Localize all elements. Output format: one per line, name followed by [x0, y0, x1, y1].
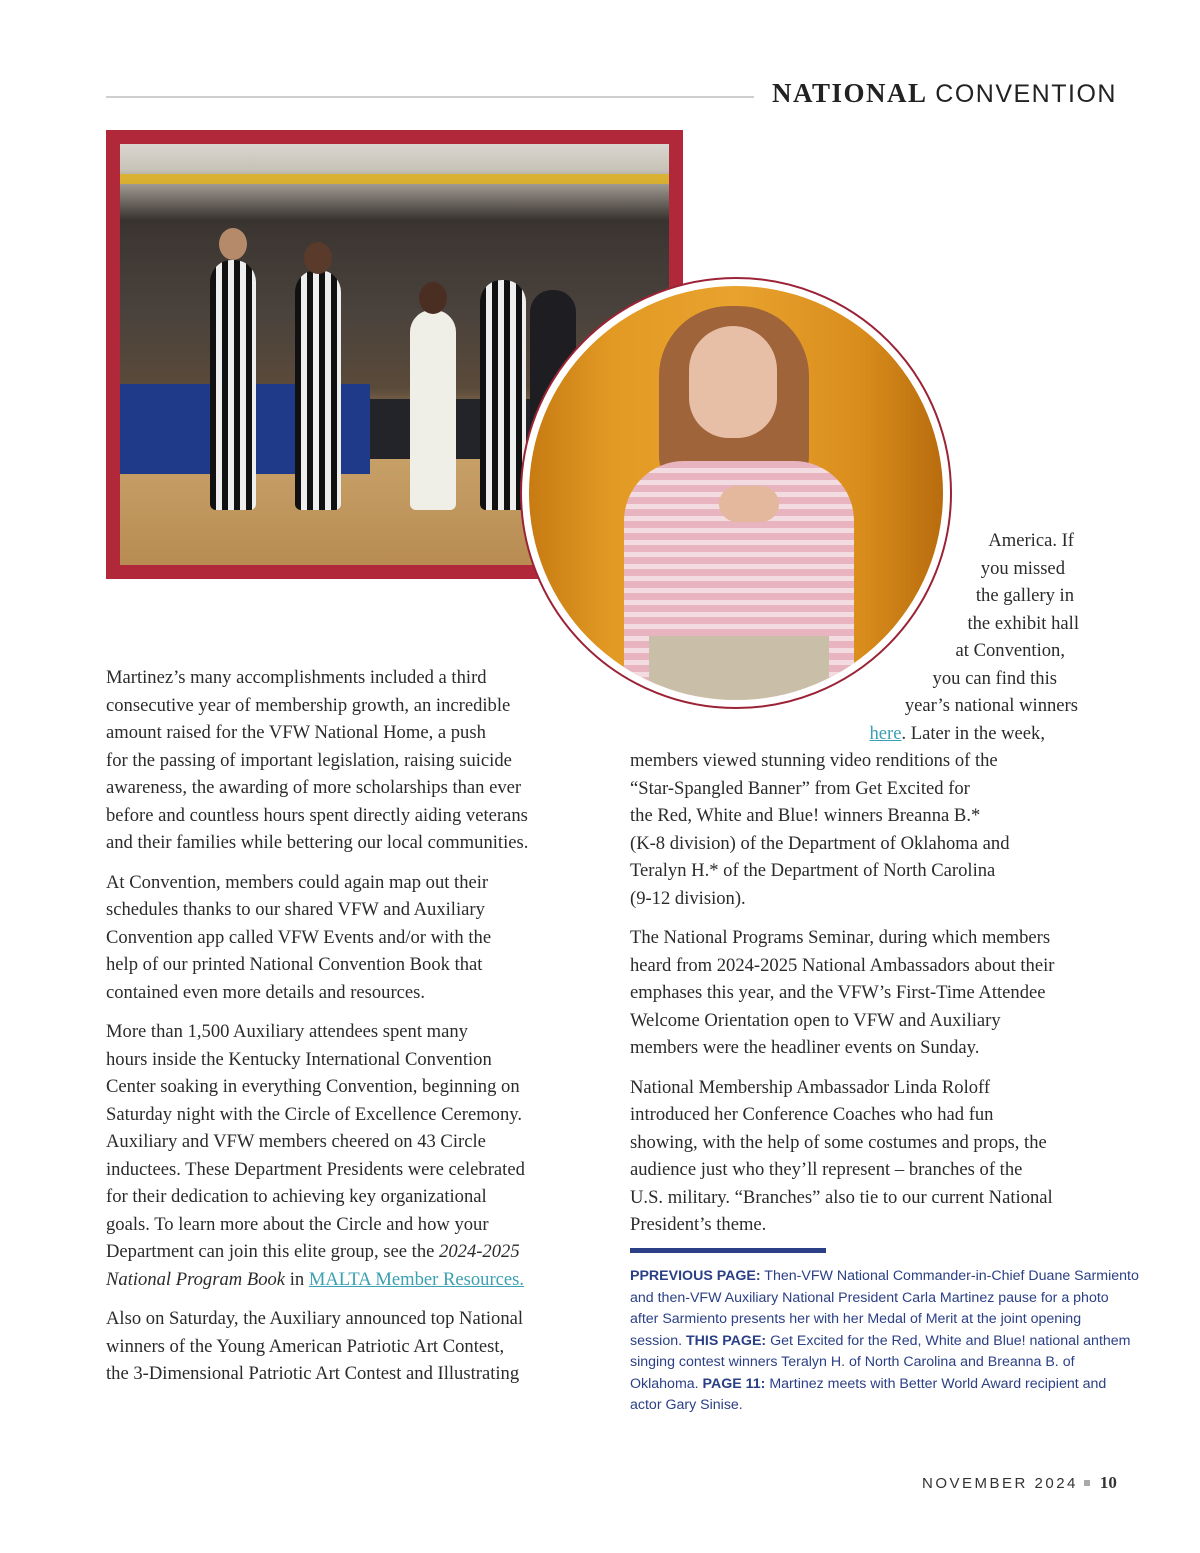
caption-line: [630, 1374, 1120, 1396]
right-column: [630, 747, 1100, 1251]
page-number: 10: [1099, 1473, 1117, 1492]
photo-singer-hand: [719, 486, 779, 522]
text-line: before and countless hours spent directly aiding veterans: [106, 804, 528, 826]
text-line: Convention app called VFW Events and/or with the: [106, 926, 492, 948]
caption-text: session.: [630, 1332, 686, 1349]
text-line: audience just who they’ll represent – branches of the: [630, 1159, 1023, 1180]
caption-text: Then-VFW National Commander-in-Chief Duane Sarmiento: [760, 1268, 1139, 1284]
separator-square-icon: [1084, 1480, 1090, 1486]
photo-caption: [630, 1266, 1139, 1417]
text-line: the exhibit hall: [967, 612, 1079, 634]
caption-text: Oklahoma.: [630, 1375, 703, 1392]
text-line: Also on Saturday, the Auxiliary announced top National: [106, 1308, 524, 1329]
caption-line: after Sarmiento presents her with her Medal of Merit at the joint opening: [630, 1311, 1082, 1327]
text-line: the 3-Dimensional Patriotic Art Contest and Illustrating: [106, 1363, 520, 1384]
photo-gym-head-2: [304, 242, 332, 274]
photo-gym-head-1: [219, 228, 247, 260]
caption-label-this: THIS PAGE:: [686, 1332, 767, 1349]
header-bold: NATIONAL: [772, 78, 928, 108]
text-line: [860, 720, 1045, 748]
caption-line: actor Gary Sinise.: [630, 1397, 743, 1413]
left-paragraph-2: [106, 869, 576, 1007]
text-line: for their dedication to achieving key organizational: [106, 1186, 487, 1207]
issue-date: NOVEMBER 2024: [922, 1475, 1078, 1492]
text-line: heard from 2024-2025 National Ambassadors about their: [630, 954, 1055, 976]
caption-line: [630, 1331, 1131, 1353]
photo-gym-head-3: [419, 282, 447, 314]
text-fragment: . Later in the week,: [901, 722, 1045, 744]
photo-gym-stripe: [120, 174, 669, 184]
header-rule: [106, 96, 754, 98]
text-line: inductees. These Department Presidents were celebrated: [106, 1158, 525, 1180]
malta-resources-link[interactable]: MALTA Member Resources.: [308, 1268, 525, 1290]
text-line: consecutive year of membership growth, an incredible: [106, 694, 511, 716]
winners-gallery-link[interactable]: here: [869, 722, 902, 744]
wrap-text: [860, 527, 1079, 747]
text-line: hours inside the Kentucky International Convention: [106, 1048, 492, 1070]
right-paragraph-2: [630, 924, 1100, 1062]
text-line: introduced her Conference Coaches who had fun: [630, 1104, 994, 1125]
caption-label-previous: PPREVIOUS PAGE:: [630, 1268, 761, 1284]
text-line: Auxiliary and VFW members cheered on 43 Circle: [106, 1131, 486, 1152]
text-line: Center soaking in everything Convention, beginning on: [106, 1076, 520, 1097]
text-line: [106, 1266, 576, 1294]
left-paragraph-3: [106, 1018, 576, 1293]
caption-text: Get Excited for the Red, White and Blue! national anthem: [766, 1332, 1131, 1349]
photo-gym-referee-1: [210, 260, 256, 510]
text-line: the Red, White and Blue! winners Breanna B.*: [630, 805, 981, 826]
photo-singer-skirt: [649, 636, 829, 700]
text-line: (9-12 division).: [630, 887, 746, 909]
left-column: [106, 664, 576, 1400]
text-line: National Membership Ambassador Linda Roloff: [630, 1076, 991, 1098]
text-line: you missed: [980, 557, 1065, 579]
photo-singer-face: [689, 326, 777, 438]
caption-line: [630, 1266, 1139, 1288]
book-title-part-1: 2024-2025: [439, 1241, 520, 1262]
text-line: Welcome Orientation open to VFW and Auxiliary: [630, 1009, 1001, 1031]
text-line: help of our printed National Convention Book that: [106, 954, 483, 975]
text-line: At Convention, members could again map out their: [106, 871, 489, 893]
text-line: (K-8 division) of the Department of Oklahoma and: [630, 832, 1010, 854]
text-line: Saturday night with the Circle of Excellence Ceremony.: [106, 1103, 522, 1125]
text-line: and their families while bettering our local communities.: [106, 832, 529, 853]
caption-text: Martinez meets with Better World Award recipient and: [765, 1375, 1107, 1392]
section-header: [772, 78, 1117, 109]
caption-rule: [630, 1248, 826, 1253]
text-line: contained even more details and resources.: [106, 981, 426, 1003]
text-line: U.S. military. “Branches” also tie to our current National: [630, 1186, 1053, 1208]
photo-gym-referee-2: [295, 270, 341, 510]
page-footer: [922, 1473, 1132, 1493]
text-line: showing, with the help of some costumes and props, the: [630, 1131, 1047, 1153]
text-line: amount raised for the VFW National Home, a push: [106, 722, 486, 743]
header-light: CONVENTION: [935, 80, 1117, 108]
caption-line: and then-VFW Auxiliary National President Carla Martinez pause for a photo: [630, 1289, 1109, 1306]
text-line: America. If: [988, 530, 1074, 551]
right-paragraph-3: [630, 1074, 1100, 1239]
text-fragment: Department can join this elite group, see the: [106, 1241, 440, 1262]
text-line: members were the headliner events on Sunday.: [630, 1037, 980, 1058]
photo-gym-player: [410, 310, 456, 510]
text-line: Teralyn H.* of the Department of North Carolina: [630, 860, 996, 881]
caption-label-page11: PAGE 11:: [702, 1375, 766, 1392]
photo-gym-referee-3: [480, 280, 526, 510]
book-title-part-2: National Program Book: [106, 1268, 286, 1290]
text-line: emphases this year, and the VFW’s First-Time Attendee: [630, 982, 1046, 1003]
text-line: winners of the Young American Patriotic Art Contest,: [106, 1335, 505, 1357]
text-line: at Convention,: [955, 640, 1065, 661]
text-line: The National Programs Seminar, during which members: [630, 927, 1051, 948]
text-line: members viewed stunning video renditions of the: [630, 750, 998, 771]
text-line: [106, 1238, 576, 1266]
text-line: schedules thanks to our shared VFW and Auxiliary: [106, 899, 485, 920]
text-line: “Star-Spangled Banner” from Get Excited for: [630, 777, 970, 799]
text-line: Martinez’s many accomplishments included a third: [106, 667, 487, 688]
text-line: awareness, the awarding of more scholarships than ever: [106, 777, 522, 798]
text-fragment: in: [285, 1268, 309, 1290]
text-line: year’s national winners: [904, 695, 1078, 716]
text-line: More than 1,500 Auxiliary attendees spent many: [106, 1021, 468, 1042]
left-paragraph-4: [106, 1305, 576, 1388]
text-line: for the passing of important legislation, raising suicide: [106, 749, 512, 771]
left-paragraph-1: [106, 664, 576, 857]
text-line: goals. To learn more about the Circle and how your: [106, 1213, 489, 1235]
right-paragraph-1: [630, 747, 1100, 912]
text-line: President’s theme.: [630, 1214, 767, 1235]
text-line: the gallery in: [975, 585, 1074, 606]
text-line: you can find this: [932, 667, 1057, 689]
caption-line: singing contest winners Teralyn H. of North Carolina and Breanna B. of: [630, 1354, 1075, 1370]
